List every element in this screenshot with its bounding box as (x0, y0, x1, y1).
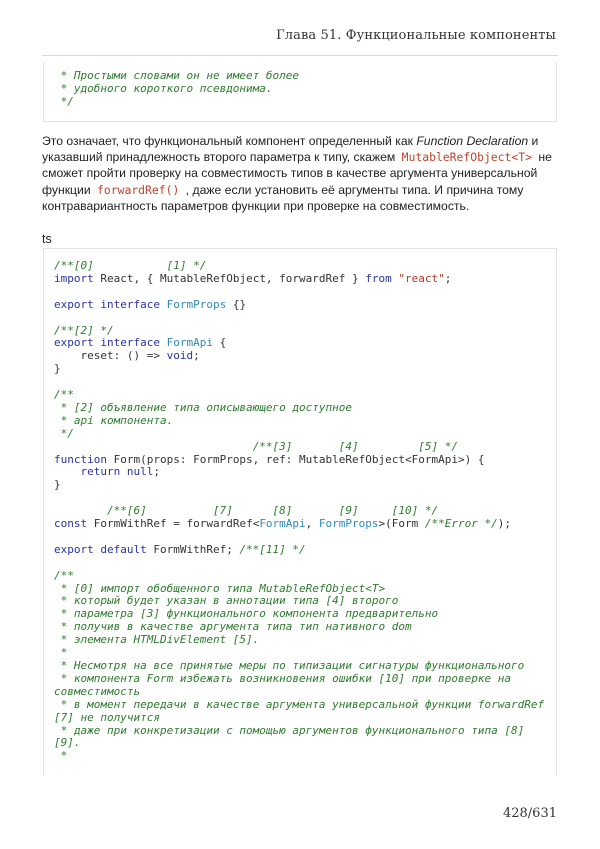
code-comment: /**[2] */ (54, 323, 114, 337)
code-comment: * даже при конкретизации с помощью аргументов функционального типа [8] [9]. (54, 723, 531, 750)
code-string: "react" (398, 271, 445, 285)
code-comment: /** (54, 388, 74, 402)
page-number: 428/631 (502, 806, 557, 821)
code-comment: * элемента HTMLDivElement [5]. (54, 633, 260, 647)
code-comment: /** (54, 568, 74, 582)
code-type: FormApi (166, 336, 213, 350)
code-line (54, 673, 546, 699)
code-line (54, 634, 546, 647)
code-comment: /**Error */ (424, 517, 498, 531)
code-comment: * api компонента. (54, 413, 174, 427)
code-comment: * [0] импорт обобщенного типа MutableRefObject<T> (54, 581, 386, 595)
code-comment: /**[3] [4] [5] */ (54, 439, 458, 453)
code-comment: * (54, 646, 68, 660)
code-keyword: export interface (54, 297, 160, 311)
code-comment: */ (54, 426, 74, 440)
code-text: ; (444, 271, 452, 285)
code-text: Form(props: FormProps, ref: MutableRefObject<FormApi>) { (106, 452, 485, 466)
code-line (54, 273, 546, 286)
inline-code-forwardref: forwardRef() (97, 182, 180, 197)
code-line (54, 350, 546, 363)
code-keyword: function (54, 452, 107, 466)
code-line: */ (54, 94, 74, 108)
code-type: FormProps (166, 297, 227, 311)
paragraph-text: не сможет пройти проверку на совместимость типов в качестве аргумента универсальной функции (42, 150, 552, 197)
code-line (54, 363, 546, 376)
code-language-label: ts (42, 232, 52, 246)
code-line (54, 415, 546, 428)
code-comment: /**[0] [1] */ (54, 259, 207, 272)
header-divider (42, 55, 558, 56)
inline-code-mutablerefobject: MutableRefObject<T> (401, 150, 532, 165)
code-text: { (212, 336, 227, 350)
code-line (54, 750, 546, 763)
code-block (43, 248, 557, 776)
code-text: } (54, 362, 61, 376)
code-comment: * компонента Form избежать возникновения ошибки [10] при проверке на совместимость (54, 671, 518, 698)
chapter-header: Глава 51. Функциональные компоненты (276, 28, 556, 43)
code-keyword: from (365, 271, 392, 285)
code-keyword: export default (54, 542, 147, 556)
code-comment: * который будет указан в аннотации типа [4] второго (54, 594, 399, 608)
code-comment: * Несмотря на все принятые меры по типизации сигнатуры функционального (54, 659, 525, 672)
paragraph-text: , даже если установить её аргументы типа. И причина тому контравариантность параметров функции при проверке на совместимость. (42, 182, 524, 213)
code-line (54, 466, 546, 479)
code-text: reset: () => (54, 349, 167, 363)
code-comment: /**[11] */ (239, 542, 306, 556)
code-keyword: void (166, 349, 194, 363)
code-line (54, 725, 546, 751)
paragraph-emphasis: Function Declaration (416, 134, 529, 148)
code-keyword: import (54, 271, 94, 285)
code-keyword: export interface (54, 336, 160, 350)
code-comment: * [2] объявление типа описывающего доступное (54, 400, 353, 414)
code-blank-line (54, 557, 546, 570)
code-line (54, 299, 546, 312)
code-text: } (54, 478, 61, 492)
code-type: FormProps (318, 517, 379, 531)
code-line: * Простыми словами он не имеет более (54, 69, 300, 82)
code-comment: * в момент передачи в качестве аргумента универсальной функции forwardRef [7] не получится (54, 697, 551, 724)
code-text: FormWithRef = forwardRef< (87, 517, 260, 531)
code-text: FormWithRef; (146, 542, 240, 556)
paragraph-text: и указавший принадлежность второго параметра к типу, скажем (42, 134, 539, 165)
code-text: , (305, 517, 319, 531)
code-keyword: null (126, 465, 154, 479)
code-text: React, { MutableRefObject, forwardRef } (93, 271, 366, 285)
code-text: ; (193, 349, 200, 363)
code-text: {} (226, 297, 247, 311)
code-type: FormApi (259, 517, 306, 531)
code-line (54, 697, 551, 725)
code-blank-line (54, 376, 546, 389)
code-comment: * получив в качестве аргумента типа тип нативного dom (54, 620, 412, 634)
code-text: >(Form (378, 517, 425, 531)
code-keyword: const (54, 517, 88, 531)
body-paragraph (42, 133, 558, 214)
code-line (54, 479, 546, 492)
code-line (54, 544, 546, 557)
code-block-continued (43, 62, 557, 122)
code-comment: * (54, 749, 68, 763)
paragraph-text: Это означает, что функциональный компонент определенный как (42, 134, 417, 148)
code-blank-line (54, 312, 546, 325)
code-comment: /**[6] [7] [8] [9] [10] */ (54, 504, 439, 518)
code-line (54, 518, 546, 531)
code-text: ); (497, 517, 511, 531)
code-keyword: return (54, 465, 121, 479)
code-text: ; (153, 465, 160, 479)
code-comment: * параметра [3] функционального компонента предварительно (54, 607, 439, 621)
code-line: * удобного короткого псевдонима. (54, 81, 273, 95)
